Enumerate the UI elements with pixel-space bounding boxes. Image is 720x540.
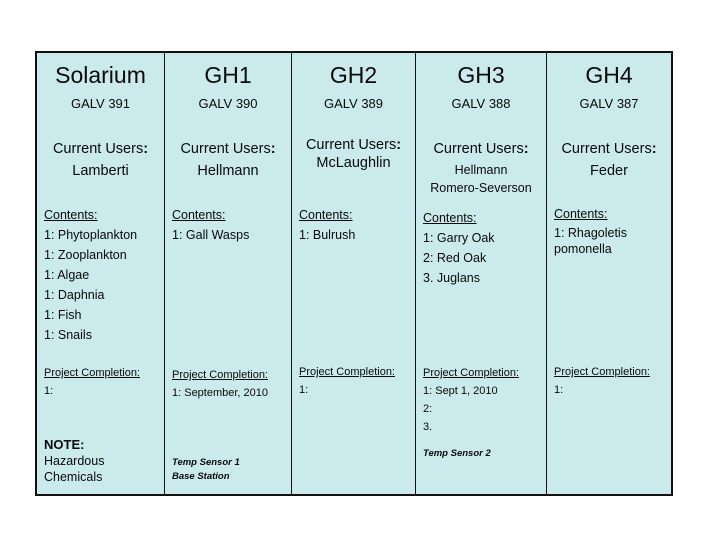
note-label: NOTE:: [44, 437, 85, 452]
project-completion: [554, 363, 650, 399]
current-users-label: Current Users:: [305, 137, 402, 153]
column-title: Solarium: [55, 62, 146, 88]
project-item: 1: Sept 1, 2010: [423, 385, 498, 397]
current-users-label: Current Users:: [561, 141, 657, 157]
room-number: GALV 391: [70, 96, 131, 111]
content-item: 1: Gall Wasps: [172, 228, 250, 242]
column-solarium: [37, 53, 165, 494]
column-title: GH2: [329, 62, 378, 88]
greenhouse-table: [35, 51, 673, 496]
current-user: Hellmann: [197, 163, 259, 179]
contents-list: [44, 205, 137, 345]
current-user: McLaughlin: [316, 155, 391, 171]
column-title: GH3: [457, 62, 505, 88]
project-completion-label: Project Completion:: [423, 367, 519, 379]
current-users-label: Current Users:: [52, 141, 149, 157]
content-item: 1: Daphnia: [44, 288, 105, 302]
note-line: Hazardous: [44, 454, 105, 468]
project-completion-label: Project Completion:: [299, 366, 395, 378]
project-completion-label: Project Completion:: [172, 369, 268, 381]
column-gh3: [416, 53, 547, 494]
column-title: GH4: [585, 62, 633, 88]
contents-list: [423, 208, 495, 288]
contents-list: [172, 205, 249, 245]
content-item: 1: Algae: [44, 268, 90, 282]
current-user: Romero-Severson: [430, 181, 532, 195]
project-completion: [423, 364, 519, 436]
project-completion-label: Project Completion:: [44, 367, 140, 379]
project-item: 1:: [554, 384, 564, 396]
contents-label: Contents:: [299, 208, 353, 222]
room-number: GALV 389: [323, 96, 384, 111]
current-user: Hellmann: [454, 163, 508, 177]
contents-label: Contents:: [554, 207, 608, 221]
column-gh2: [292, 53, 416, 494]
room-number: GALV 387: [579, 96, 639, 111]
content-item: pomonella: [554, 242, 612, 256]
project-item: 1: September, 2010: [172, 387, 269, 399]
current-user: Lamberti: [72, 163, 129, 179]
sensor-info: [423, 447, 491, 461]
contents-label: Contents:: [423, 211, 477, 225]
content-item: 2: Red Oak: [423, 251, 487, 265]
sensor-line: Temp Sensor 1: [172, 457, 240, 468]
column-gh4: [547, 53, 671, 494]
room-number: GALV 390: [198, 96, 258, 111]
content-item: 1: Garry Oak: [423, 231, 495, 245]
project-item: 3.: [423, 421, 433, 433]
content-item: 1: Rhagoletis: [554, 226, 627, 240]
project-completion: [44, 364, 140, 400]
sensor-line: Temp Sensor 2: [423, 448, 491, 459]
project-item: 1:: [44, 385, 54, 397]
current-users-label: Current Users:: [433, 141, 529, 157]
project-item: 1:: [299, 384, 309, 396]
current-users-label: Current Users:: [180, 141, 276, 157]
project-completion: [172, 366, 268, 402]
note-line: Chemicals: [44, 470, 103, 484]
content-item: 1: Snails: [44, 328, 92, 342]
project-item: 2:: [423, 403, 433, 415]
project-completion-label: Project Completion:: [554, 366, 650, 378]
sensor-line: Base Station: [172, 471, 230, 482]
contents-label: Contents:: [44, 208, 98, 222]
contents-list: [299, 205, 355, 245]
content-item: 3. Juglans: [423, 271, 480, 285]
column-title: GH1: [204, 62, 252, 88]
content-item: 1: Bulrush: [299, 228, 356, 242]
content-item: 1: Zooplankton: [44, 248, 127, 262]
contents-list: [554, 205, 627, 259]
content-item: 1: Phytoplankton: [44, 228, 138, 242]
current-user: Feder: [590, 163, 628, 179]
contents-label: Contents:: [172, 208, 226, 222]
project-completion: [299, 363, 395, 399]
room-number: GALV 388: [451, 96, 511, 111]
column-gh1: [165, 53, 292, 494]
sensor-info: [172, 456, 240, 484]
hazard-note: [44, 437, 104, 485]
content-item: 1: Fish: [44, 308, 82, 322]
